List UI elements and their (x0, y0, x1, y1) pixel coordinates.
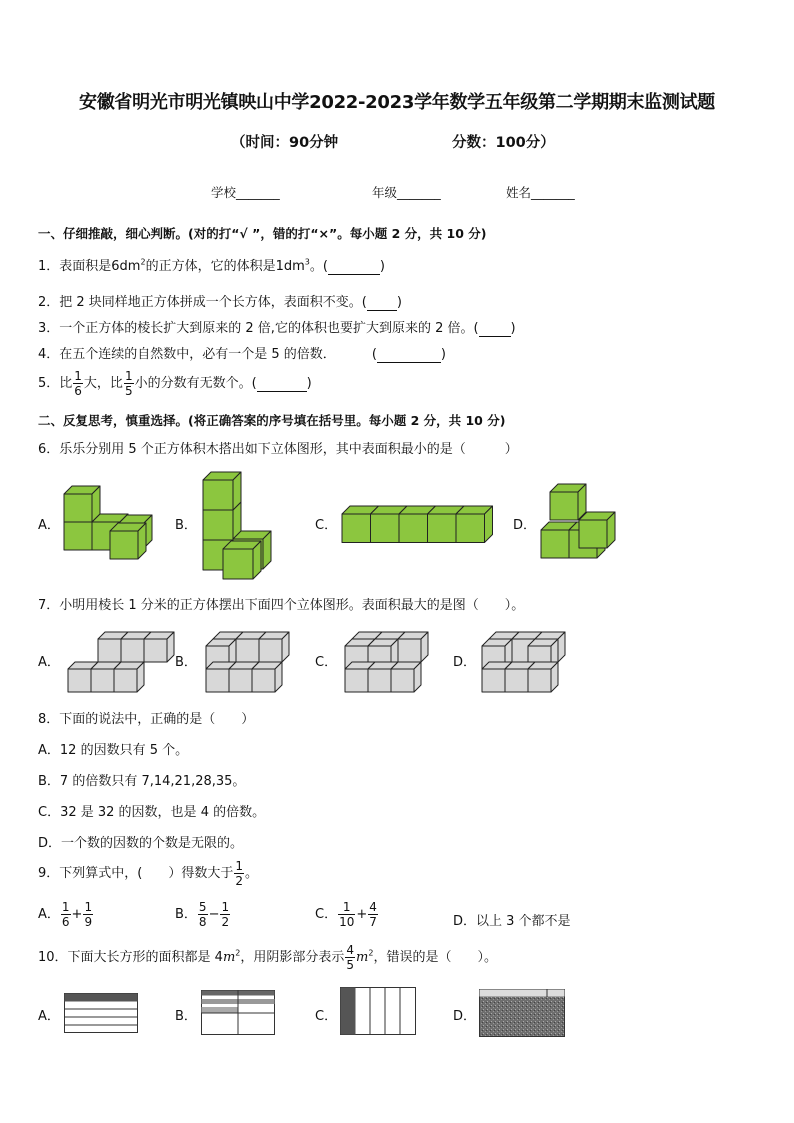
q6-option-d[interactable]: D． (513, 518, 537, 533)
q7-option-d[interactable]: D． (453, 655, 477, 670)
q6b-cube (203, 472, 241, 510)
q10-option-a[interactable]: A． (38, 1009, 60, 1024)
fraction: $\frac{1}{5}$ (124, 369, 133, 398)
q7c-cube (391, 662, 421, 692)
question-6: 6．乐乐分别用 5 个正方体积木搭出如下立体图形，其中表面积最小的是（ ） (38, 442, 518, 457)
q8-option-a[interactable]: A．12 的因数只有 5 个。 (38, 743, 189, 758)
school-field[interactable]: 学校_______ (211, 185, 280, 200)
q10-figure-a (64, 993, 138, 1033)
q6-option-c[interactable]: C． (315, 518, 338, 533)
q6c-cube (456, 506, 493, 543)
name-field[interactable]: 姓名_______ (506, 185, 575, 200)
q7-option-a[interactable]: A． (38, 655, 60, 670)
q10-option-c[interactable]: C． (315, 1009, 338, 1024)
q7-option-b[interactable]: B． (175, 655, 197, 670)
q10-figure-b (201, 990, 275, 1035)
question-10: 10．下面大长方形的面积都是 $4m^2$，用阴影部分表示 $\frac{4}{5}$ $m^2$，错误的是（ ）。 (38, 943, 497, 972)
question-7: 7．小明用棱长 1 分米的正方体摆出下面四个立体图形。表面积最大的是图（ ）。 (38, 598, 525, 613)
q9-option-c[interactable]: C． $\frac{1}{10}$ + $\frac{4}{7}$ (315, 900, 377, 929)
q6a-cube (110, 523, 146, 559)
question-2: 2．把 2 块同样地正方体拼成一个长方体，表面积不变。( ) (38, 295, 402, 310)
q10-figure-c (340, 987, 416, 1035)
page-title: 安徽省明光市明光镇映山中学2022-2023学年数学五年级第二学期期末监测试题 (79, 92, 715, 113)
section-2-heading: 二、反复思考，慎重选择。(将正确答案的序号填在括号里。每小题 2 分，共 10 分) (38, 413, 506, 428)
q7d-cube (528, 662, 558, 692)
q6a-cube (64, 486, 100, 522)
question-4: 4．在五个连续的自然数中，必有一个是 5 的倍数． ( ) (38, 347, 446, 362)
q7b-cube (252, 662, 282, 692)
question-8: 8．下面的说法中，正确的是（ ） (38, 712, 255, 727)
exam-score: 分数：100分） (452, 135, 555, 151)
q7b-cube (259, 632, 289, 662)
q6-option-a[interactable]: A． (38, 518, 60, 533)
q9-option-b[interactable]: B． $\frac{5}{8}$ − $\frac{1}{2}$ (175, 900, 230, 929)
q7a-cube (114, 662, 144, 692)
question-9: 9．下列算式中，( ）得数大于 $\frac{1}{2}$ 。 (38, 859, 258, 888)
q8-option-d[interactable]: D．一个数的因数的个数是无限的。 (38, 836, 244, 851)
q6d-cube (550, 484, 586, 520)
fraction: $\frac{1}{6}$ (74, 369, 82, 398)
question-3: 3．一个正方体的棱长扩大到原来的 2 倍,它的体积也要扩大到原来的 2 倍。( ) (38, 321, 516, 336)
q7-option-c[interactable]: C． (315, 655, 338, 670)
q7a-cube (144, 632, 174, 662)
q6b-cube (223, 541, 261, 579)
q8-option-b[interactable]: B．7 的倍数只有 7,14,21,28,35。 (38, 774, 246, 789)
exam-time: （时间：90分钟 (231, 135, 339, 151)
q10-figure-d (479, 989, 565, 1037)
fraction: $\frac{1}{2}$ (235, 859, 243, 888)
q10-option-d[interactable]: D． (453, 1009, 477, 1024)
q7c-cube (398, 632, 428, 662)
grade-field[interactable]: 年级_______ (372, 185, 441, 200)
q8-option-c[interactable]: C．32 是 32 的因数，也是 4 的倍数。 (38, 805, 266, 820)
question-1: 1．表面积是$6dm^2$的正方体，它的体积是$1dm^3$。( ) (38, 257, 385, 274)
fraction: $\frac{4}{5}$ (346, 943, 355, 972)
q6d-cube (579, 512, 615, 548)
q10-option-b[interactable]: B． (175, 1009, 197, 1024)
q6-option-b[interactable]: B． (175, 518, 197, 533)
q9-option-a[interactable]: A． $\frac{1}{6}$ + $\frac{1}{9}$ (38, 900, 93, 929)
q9-option-d[interactable]: D．以上 3 个都不是 (453, 914, 571, 929)
section-1-heading: 一、仔细推敲，细心判断。(对的打“√ ”，错的打“×”。每小题 2 分，共 10 分) (38, 226, 487, 241)
question-5: 5．比 $\frac{1}{6}$ 大，比 $\frac{1}{5}$ 小的分数有无数个。( ) (38, 369, 312, 398)
